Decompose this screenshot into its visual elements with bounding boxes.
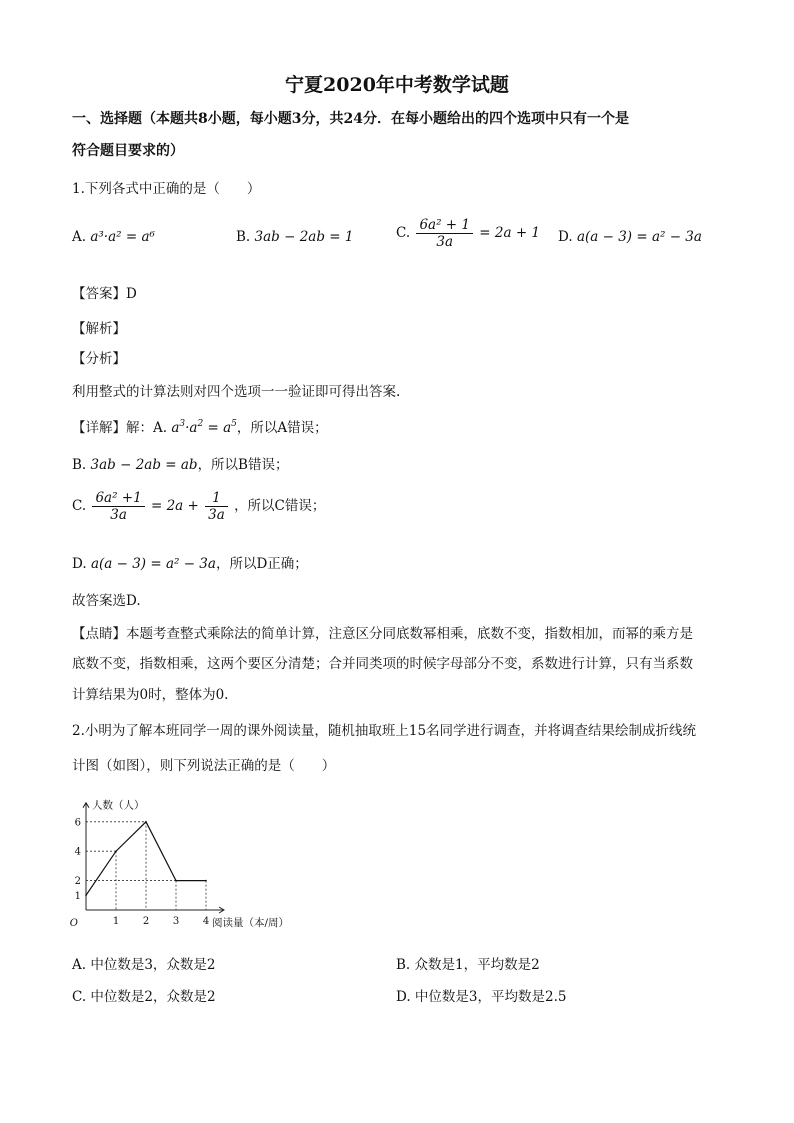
x-tick-label: 4 bbox=[202, 916, 210, 927]
q1-stem: 1.下列各式中正确的是（ ） bbox=[72, 181, 261, 197]
detail-c-frac2-num: 1 bbox=[205, 490, 228, 507]
q1-option-c-fraction bbox=[416, 217, 473, 250]
q1-option-b-expr: 3ab − 2ab = 1 bbox=[254, 229, 354, 245]
detail-b-suffix: ，所以B错误； bbox=[197, 457, 289, 473]
q1-option-a-label: A. bbox=[72, 229, 87, 245]
dianjing-line1 bbox=[72, 622, 693, 642]
data-point bbox=[175, 880, 177, 882]
y-tick-label: 6 bbox=[74, 817, 81, 829]
detail-c-fraction-1 bbox=[92, 490, 144, 523]
detail-b-prefix: B. bbox=[72, 457, 87, 473]
q2-option-d: D. 中位数是3，平均数是2.5 bbox=[396, 989, 567, 1005]
detail-c-mid: = 2a + bbox=[150, 498, 199, 514]
x-tick-label: 3 bbox=[172, 916, 180, 927]
q1-option-b bbox=[236, 229, 353, 245]
data-point bbox=[85, 895, 87, 897]
detail-line-b bbox=[72, 453, 288, 473]
q1-answer bbox=[72, 282, 137, 302]
section-heading-line1: 一、选择题（本题共8小题，每小题3分，共24分．在每小题给出的四个选项中只有一个是 bbox=[72, 111, 629, 127]
y-tick-label: 4 bbox=[74, 846, 81, 858]
q1-option-c-denominator: 3a bbox=[436, 234, 454, 250]
q1-option-d bbox=[558, 229, 702, 245]
dianjing-text-1: 本题考查整式乘除法的简单计算，注意区分同底数幂相乘，底数不变，指数相加，而幂的乘方是 bbox=[126, 626, 693, 642]
q1-option-d-label: D. bbox=[558, 229, 573, 245]
fenxi-tag: 【分析】 bbox=[72, 351, 126, 367]
q1-option-c-label: C. bbox=[396, 225, 411, 241]
detail-d-prefix: D. bbox=[72, 556, 87, 572]
chart-labels bbox=[70, 799, 289, 929]
detail-c-fraction-2 bbox=[205, 490, 228, 523]
detail-a-suffix: ，所以A错误； bbox=[236, 420, 328, 436]
dianjing-tag: 【点睛】 bbox=[72, 626, 126, 642]
detail-line-a bbox=[72, 416, 328, 436]
detail-c-suffix: ，所以C错误； bbox=[234, 498, 326, 514]
chart-guides bbox=[86, 822, 206, 910]
detail-line-c bbox=[72, 490, 325, 523]
q2-option-b: B. 众数是1，平均数是2 bbox=[396, 957, 540, 973]
q2-option-c: C. 中位数是2，众数是2 bbox=[72, 989, 216, 1005]
q2-option-a: A. 中位数是3，众数是2 bbox=[72, 957, 216, 973]
detail-c-prefix: C. bbox=[72, 498, 87, 514]
section-heading-line2: 符合题目要求的） bbox=[72, 143, 184, 159]
answer-tag: 【答案】 bbox=[72, 286, 126, 302]
conclusion: 故答案选D. bbox=[72, 593, 141, 609]
reading-line-chart bbox=[68, 782, 328, 942]
detail-c-frac1-den: 3a bbox=[110, 507, 127, 523]
fenxi-text: 利用整式的计算法则对四个选项一一验证即可得出答案. bbox=[72, 384, 401, 400]
dianjing-line2: 底数不变，指数相乘，这两个要区分清楚；合并同类项的时候字母部分不变，系数进行计算，只有当系数 bbox=[72, 656, 693, 672]
y-tick-label: 2 bbox=[74, 876, 81, 888]
detail-b-expr: 3ab − 2ab = ab bbox=[90, 457, 198, 473]
answer-value: D bbox=[126, 286, 137, 302]
page-title: 宁夏2020年中考数学试题 bbox=[285, 74, 509, 96]
y-tick-label: 1 bbox=[74, 890, 81, 902]
detail-line-d bbox=[72, 552, 308, 572]
q1-option-b-label: B. bbox=[236, 229, 251, 245]
q1-option-c-numerator: 6a² + 1 bbox=[416, 217, 473, 234]
q1-option-c bbox=[396, 217, 540, 250]
x-tick-label: 1 bbox=[112, 916, 120, 927]
analysis-tag: 【解析】 bbox=[72, 321, 126, 337]
detail-c-frac1-num: 6a² +1 bbox=[92, 490, 144, 507]
dianjing-line3: 计算结果为0时，整体为0. bbox=[72, 687, 229, 703]
chart-axes bbox=[83, 803, 224, 913]
data-point bbox=[145, 821, 147, 823]
detail-a-expr: $a^3\cdot a^2 = a^5$ bbox=[171, 419, 237, 436]
origin-label: O bbox=[69, 918, 78, 929]
detail-d-expr: a(a − 3) = a² − 3a bbox=[90, 556, 216, 572]
detail-tag: 【详解】 bbox=[72, 420, 126, 436]
x-tick-label: 2 bbox=[142, 916, 150, 927]
q1-option-d-expr: a(a − 3) = a² − 3a bbox=[576, 229, 702, 245]
data-point bbox=[115, 850, 117, 852]
detail-c-frac2-den: 3a bbox=[208, 507, 225, 523]
x-axis-label: 阅读量（本/周） bbox=[212, 917, 290, 929]
data-point bbox=[205, 880, 207, 882]
q2-stem-line2: 计图（如图），则下列说法正确的是（ ） bbox=[72, 758, 336, 774]
q2-stem-line1: 2.小明为了解本班同学一周的课外阅读量，随机抽取班上15名同学进行调查，并将调查结果绘制成折线统 bbox=[72, 723, 697, 739]
q1-option-a bbox=[72, 229, 155, 245]
q1-option-c-rhs: = 2a + 1 bbox=[479, 225, 541, 241]
detail-d-suffix: ，所以D正确； bbox=[215, 556, 308, 572]
detail-a-prefix: 解：A. bbox=[126, 420, 168, 436]
y-axis-label: 人数（人） bbox=[92, 799, 145, 812]
q1-option-a-expr: a³·a² = a⁶ bbox=[90, 229, 155, 245]
